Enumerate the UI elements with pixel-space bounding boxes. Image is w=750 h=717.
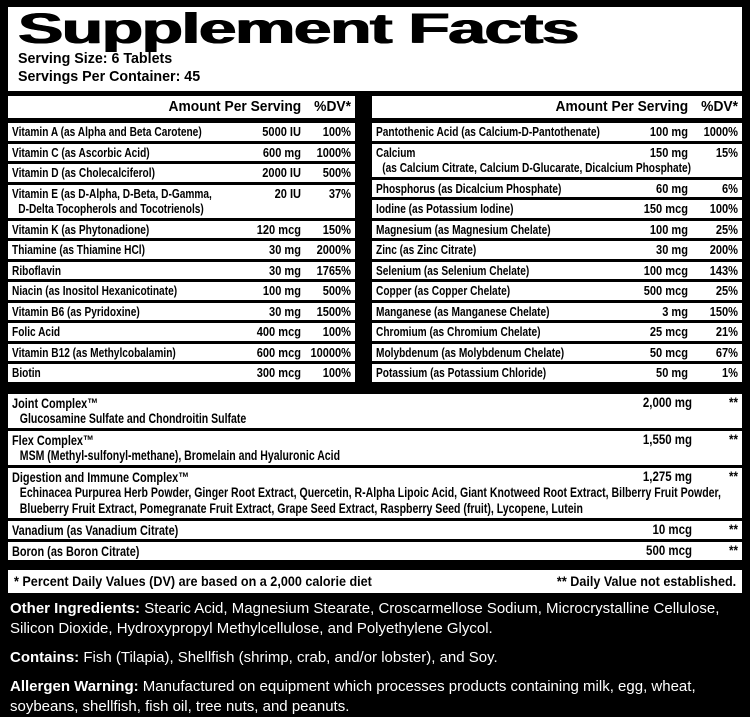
row-line [376,201,738,217]
nutrient-name-line2: D-Delta Tocopherols and Tocotrienols) [18,201,204,216]
nutrient-name-line2: (as Calcium Citrate, Calcium D-Glucarate, Dicalcium Phosphate) [382,160,692,175]
table-row [8,323,355,341]
right-column-rows [372,123,742,382]
dv-value: 500% [322,283,351,298]
nutrient-name: Chromium (as Chromium Chelate) [376,324,541,339]
table-row [8,303,355,321]
allergen-warning-text: Manufactured on equipment which processes products containing milk, egg, wheat, soybeans, shellfish, fish oil, tree nuts, and peanuts. [10,677,696,715]
left-column-header [8,96,355,118]
table-row [8,468,742,518]
row-line [12,222,351,238]
row-line [12,186,351,202]
left-column-rows [8,123,355,382]
amount-value: 100 mcg [643,262,688,278]
nutrient-name: Iodine (as Potassium Iodine) [376,201,514,216]
table-row [372,144,742,177]
row-line [12,395,738,411]
nutrient-name: Molybdenum (as Molybdenum Chelate) [376,344,565,360]
table-row [372,123,742,141]
servings-per-container-text: Servings Per Container: 45 [18,68,201,85]
nutrient-name: Calcium [376,144,416,160]
amount-value: 50 mcg [649,344,688,360]
row-line [12,124,351,140]
nutrient-name: Pantothenic Acid (as Calcium-D-Pantothenate) [376,124,600,139]
dv-not-established-footnote: ** Daily Value not established. [556,572,736,589]
table-row [8,123,355,141]
row-line [376,124,738,140]
table-row [372,241,742,259]
amount-value: 1,275 mg [642,468,692,484]
contains-text: Fish (Tilapia), Shellfish (shrimp, crab, and/or lobster), and Soy. [83,648,498,666]
row-line [376,242,738,258]
dv-value: 1500% [316,303,351,319]
table-row [8,241,355,259]
dv-value: 25% [715,283,738,298]
dv-value: 150% [709,303,738,319]
dv-value: 37% [328,185,351,201]
dv-value: 10000% [310,344,351,360]
dv-value: 150% [322,221,351,237]
table-row [372,221,742,239]
dv-value: 2000% [316,242,351,257]
dv-value: 100% [322,124,351,139]
table-row [372,303,742,321]
nutrient-name: Vitamin K (as Phytonadione) [12,221,150,237]
nutrient-name: Vitamin A (as Alpha and Beta Carotene) [12,124,202,139]
row-line [376,304,738,320]
left-column [8,96,355,385]
dv-value: 67% [715,344,738,360]
title-section [8,7,742,91]
row-line [376,263,738,279]
dv-value: 100% [322,365,351,380]
allergen-warning-label: Allergen Warning: [10,677,139,695]
nutrient-name: Vanadium (as Vanadium Citrate) [12,521,179,538]
table-row [8,521,742,539]
table-row [8,364,355,382]
nutrient-name: Biotin [12,365,41,380]
nutrient-name: Vitamin D (as Cholecalciferol) [12,165,155,180]
dv-value: ** [729,468,738,484]
amount-per-serving-header: Amount Per Serving [168,98,301,115]
dv-header: %DV* [314,98,351,115]
table-row [372,323,742,341]
row-line [12,145,351,161]
dv-value: 21% [715,324,738,339]
dv-value: 15% [715,144,738,160]
amount-value: 600 mcg [256,344,301,360]
amount-value: 2,000 mg [642,394,692,410]
nutrient-name: Boron (as Boron Citrate) [12,542,140,559]
other-ingredients-text: Stearic Acid, Magnesium Stearate, Croscarmellose Sodium, Microcrystalline Cellulose, Silicon Dioxide, Hydroxypropyl Methylcellulose, and Polyethylene Glycol. [10,599,720,637]
table-row [8,144,355,162]
dv-value: 1000% [316,144,351,160]
row-line [376,365,738,381]
nutrient-table [8,96,742,385]
amount-value: 10 mcg [652,521,692,537]
table-row [8,542,742,560]
amount-value: 2000 IU [262,165,301,180]
row-line [376,345,738,361]
amount-value: 600 mg [262,144,301,160]
dv-value: ** [729,394,738,410]
nutrient-name: Selenium (as Selenium Chelate) [376,262,530,278]
amount-value: 5000 IU [262,124,301,139]
amount-value: 30 mg [656,242,688,257]
contains-statement [10,648,740,668]
row-line [12,432,738,448]
nutrient-name: Folic Acid [12,324,61,339]
dv-value: 1000% [703,124,738,139]
nutrient-name: Thiamine (as Thiamine HCl) [12,242,145,257]
table-row [372,262,742,280]
other-ingredients-label: Other Ingredients: [10,599,141,617]
dv-value: 500% [322,165,351,180]
amount-value: 500 mcg [646,542,692,558]
nutrient-name: Phosphorus (as Dicalcium Phosphate) [376,180,562,196]
dv-value: 25% [715,221,738,237]
row-line [12,242,351,258]
amount-value: 60 mg [656,180,688,196]
table-row [8,164,355,182]
complex-ingredients: Glucosamine Sulfate and Chondroitin Sulfate [19,410,247,426]
table-row [8,394,742,428]
nutrient-name: Digestion and Immune Complex™ [12,468,190,485]
nutrient-name: Potassium (as Potassium Chloride) [376,365,547,380]
dv-value: 100% [322,324,351,339]
nutrient-name: Vitamin E (as D-Alpha, D-Beta, D-Gamma, [12,185,212,201]
right-column-header [372,96,742,118]
table-row [8,431,742,465]
table-row [372,344,742,362]
amount-value: 100 mg [649,221,688,237]
amount-value: 3 mg [662,303,688,319]
amount-value: 150 mcg [643,201,688,216]
amount-value: 150 mg [649,144,688,160]
nutrient-name: Niacin (as Inositol Hexanicotinate) [12,283,178,298]
amount-value: 30 mg [269,262,301,278]
row-line [12,543,738,559]
row-line [12,522,738,538]
amount-value: 300 mcg [256,365,301,380]
nutrient-name: Manganese (as Manganese Chelate) [376,303,550,319]
amount-value: 50 mg [656,365,688,380]
amount-value: 1,550 mg [642,431,692,447]
row-line [12,283,351,299]
amount-value: 100 mg [262,283,301,298]
nutrient-name: Riboflavin [12,262,62,278]
table-row [372,200,742,218]
row-line [376,222,738,238]
amount-value: 400 mcg [256,324,301,339]
amount-value: 120 mcg [256,221,301,237]
nutrient-name: Vitamin B6 (as Pyridoxine) [12,303,140,319]
table-row [8,282,355,300]
allergen-warning [10,677,740,717]
other-ingredients [10,599,740,639]
dv-value: 200% [709,242,738,257]
nutrient-name: Zinc (as Zinc Citrate) [376,242,477,257]
dv-value: 1% [722,365,738,380]
table-row [8,262,355,280]
row-line [12,365,351,381]
table-row [8,221,355,239]
dv-value: ** [729,521,738,537]
row-line [376,283,738,299]
dv-value: ** [729,542,738,558]
nutrient-name: Vitamin B12 (as Methylcobalamin) [12,344,176,360]
dv-value: 1765% [316,262,351,278]
amount-value: 30 mg [269,242,301,257]
contains-label: Contains: [10,648,80,666]
row-line [12,345,351,361]
nutrient-name: Magnesium (as Magnesium Chelate) [376,221,551,237]
page-title: Supplement Facts [18,5,578,53]
table-row [8,185,355,218]
complex-ingredients: MSM (Methyl-sulfonyl-methane), Bromelain and Hyaluronic Acid [19,447,341,463]
amount-value: 500 mcg [643,283,688,298]
row-line [12,165,351,181]
nutrient-name: Vitamin C (as Ascorbic Acid) [12,144,150,160]
table-row [8,344,355,362]
dv-value: 6% [722,180,738,196]
dv-value: 143% [709,262,738,278]
nutrient-name: Joint Complex™ [12,394,99,411]
row-line [12,324,351,340]
row-line [376,181,738,197]
row-line [376,324,738,340]
dv-footnote: * Percent Daily Values (DV) are based on a 2,000 calorie diet [14,572,372,589]
dv-value: ** [729,431,738,447]
complex-ingredients: Echinacea Purpurea Herb Powder, Ginger Root Extract, Quercetin, R-Alpha Lipoic Acid, Giant Knotweed Root Extract, Bilberry Fruit Powder, Blueberry Fruit Extract, Pomegranate Fruit Extract, Grape Seed Extract, Raspberry Seed (fruit), Lycopene, Lutein [19,484,721,516]
dv-header: %DV* [701,98,738,115]
row-line [12,263,351,279]
amount-value: 20 IU [274,185,301,201]
amount-value: 30 mg [269,303,301,319]
table-row [372,364,742,382]
row-line [12,469,738,485]
table-row [372,282,742,300]
amount-value: 100 mg [649,124,688,139]
complexes-section [8,394,742,560]
dv-value: 100% [709,201,738,216]
row-line [12,304,351,320]
footer-section [8,593,742,717]
table-row [372,180,742,198]
amount-per-serving-header: Amount Per Serving [555,98,688,115]
amount-value: 25 mcg [649,324,688,339]
nutrient-name: Copper (as Copper Chelate) [376,283,511,298]
footnote-bar [8,570,742,593]
row-line [376,145,738,161]
right-column [372,96,742,385]
nutrient-name: Flex Complex™ [12,431,94,448]
serving-size-text: Serving Size: 6 Tablets [18,50,173,67]
